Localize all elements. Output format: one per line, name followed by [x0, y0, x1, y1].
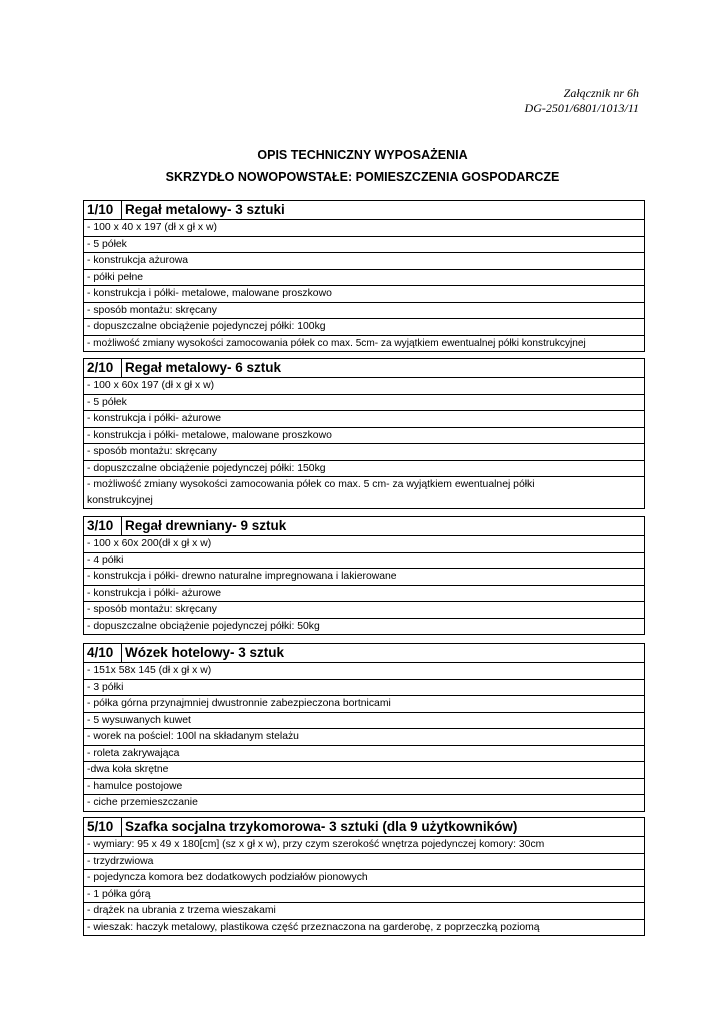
item-header — [84, 517, 645, 536]
spec-row: - konstrukcja i półki- ażurowe — [84, 585, 645, 602]
item-number: 5/10 — [84, 818, 122, 837]
item-name: Szafka socjalna trzykomorowa- 3 sztuki (dla 9 użytkowników) — [122, 818, 645, 837]
item-name: Wózek hotelowy- 3 sztuk — [122, 644, 645, 663]
item-number: 1/10 — [84, 201, 122, 220]
spec-table-1 — [83, 200, 645, 352]
spec-row: - ciche przemieszczanie — [84, 795, 645, 812]
item-name: Regał drewniany- 9 sztuk — [122, 517, 645, 536]
spec-row: - 5 półek — [84, 236, 645, 253]
item-number: 2/10 — [84, 359, 122, 378]
spec-table-2 — [83, 358, 645, 509]
spec-row: - sposób montażu: skręcany — [84, 444, 645, 461]
spec-row: - 1 półka górą — [84, 886, 645, 903]
annex-header — [525, 86, 639, 116]
item-number: 3/10 — [84, 517, 122, 536]
spec-row: - wymiary: 95 x 49 x 180[cm] (sz x gł x w), przy czym szerokość wnętrza pojedynczej komory: 30cm — [84, 837, 645, 854]
spec-row: - drążek na ubrania z trzema wieszakami — [84, 903, 645, 920]
spec-row: - półka górna przynajmniej dwustronnie zabezpieczona bortnicami — [84, 696, 645, 713]
spec-row: - konstrukcja i półki- drewno naturalne impregnowana i lakierowane — [84, 569, 645, 586]
spec-row: - pojedyncza komora bez dodatkowych podziałów pionowych — [84, 870, 645, 887]
spec-row: - półki pełne — [84, 269, 645, 286]
item-number: 4/10 — [84, 644, 122, 663]
spec-row: - 100 x 60x 197 (dł x gł x w) — [84, 378, 645, 395]
spec-row: - konstrukcja i półki- metalowe, malowane proszkowo — [84, 427, 645, 444]
spec-row: - konstrukcja i półki- metalowe, malowane proszkowo — [84, 286, 645, 303]
spec-table-3 — [83, 516, 645, 635]
spec-row: - konstrukcja ażurowa — [84, 253, 645, 270]
spec-row: - worek na pościel: 100l na składanym stelażu — [84, 729, 645, 746]
document-reference: DG-2501/6801/1013/11 — [524, 101, 639, 115]
spec-row: - możliwość zmiany wysokości zamocowania półek co max. 5cm- za wyjątkiem ewentualnej półki konstrukcyjnej — [84, 335, 645, 352]
spec-table-4 — [83, 643, 645, 812]
item-header — [84, 201, 645, 220]
document-subtitle: SKRZYDŁO NOWOPOWSTAŁE: POMIESZCZENIA GOSPODARCZE — [165, 170, 560, 184]
spec-row: - 4 półki — [84, 552, 645, 569]
spec-row: - hamulce postojowe — [84, 778, 645, 795]
spec-row: - dopuszczalne obciążenie pojedynczej półki: 100kg — [84, 319, 645, 336]
item-name: Regał metalowy- 3 sztuki — [122, 201, 645, 220]
spec-row: - 100 x 60x 200(dł x gł x w) — [84, 536, 645, 553]
spec-row: - trzydrzwiowa — [84, 853, 645, 870]
document-title: OPIS TECHNICZNY WYPOSAŻENIA — [257, 148, 468, 162]
spec-row: - roleta zakrywająca — [84, 745, 645, 762]
spec-row: -dwa koła skrętne — [84, 762, 645, 779]
item-header — [84, 818, 645, 837]
item-header — [84, 644, 645, 663]
spec-row: - wieszak: haczyk metalowy, plastikowa część przeznaczona na garderobę, z poprzeczką poziomą — [84, 919, 645, 936]
spec-row: - możliwość zmiany wysokości zamocowania półek co max. 5 cm- za wyjątkiem ewentualnej półki konstrukcyjnej — [84, 477, 645, 509]
spec-row: - 100 x 40 x 197 (dł x gł x w) — [84, 220, 645, 237]
spec-row: - dopuszczalne obciążenie pojedynczej półki: 50kg — [84, 618, 645, 635]
spec-row: - 5 półek — [84, 394, 645, 411]
spec-row: - dopuszczalne obciążenie pojedynczej półki: 150kg — [84, 460, 645, 477]
annex-number: Załącznik nr 6h — [563, 86, 639, 100]
item-name: Regał metalowy- 6 sztuk — [122, 359, 645, 378]
item-header — [84, 359, 645, 378]
spec-row: - sposób montażu: skręcany — [84, 302, 645, 319]
spec-row: - konstrukcja i półki- ażurowe — [84, 411, 645, 428]
spec-row: - 3 półki — [84, 679, 645, 696]
spec-row: - 5 wysuwanych kuwet — [84, 712, 645, 729]
spec-row: - 151x 58x 145 (dł x gł x w) — [84, 663, 645, 680]
spec-row: - sposób montażu: skręcany — [84, 602, 645, 619]
spec-table-5 — [83, 817, 645, 936]
